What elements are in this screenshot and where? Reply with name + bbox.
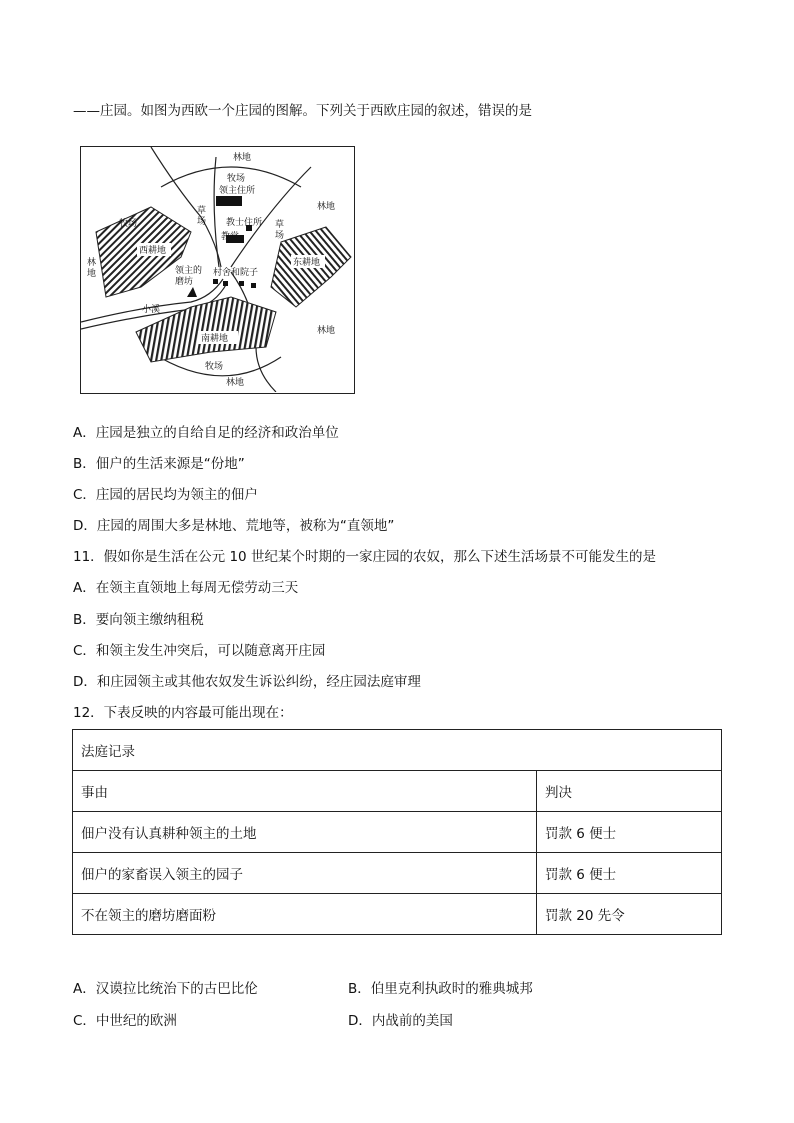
manor-map-drawing <box>81 147 353 392</box>
label-pasture-left: 牧场 <box>119 219 138 229</box>
label-forest-right-bottom: 林地 <box>317 326 336 336</box>
manor-map <box>80 146 355 394</box>
label-priest-residence: 教士住所 <box>226 218 263 228</box>
table-cell: 佃户的家畜误入领主的园子 <box>73 853 537 894</box>
label-grass-left: 草场 <box>197 206 207 227</box>
table-cell: 罚款 6 便士 <box>537 812 722 853</box>
q12-option-a: A．汉谟拉比统治下的古巴比伦 <box>73 981 258 997</box>
q11-option-a: A．在领主直领地上每周无偿劳动三天 <box>73 580 299 596</box>
label-forest-bottom: 林地 <box>226 378 245 388</box>
label-church: 教堂 <box>221 232 240 242</box>
label-lord-mill: 领主的磨坊 <box>175 266 203 287</box>
road-2 <box>214 157 219 267</box>
table-row <box>73 812 722 853</box>
table-cell: 不在领主的磨坊磨面粉 <box>73 894 537 935</box>
cottage-1 <box>213 279 218 284</box>
label-village: 村舍和院子 <box>213 268 259 278</box>
table-row <box>73 853 722 894</box>
court-record-table <box>72 729 722 935</box>
q11-option-c: C．和领主发生冲突后，可以随意离开庄园 <box>73 643 326 659</box>
label-east-field: 东耕地 <box>293 258 321 268</box>
label-forest-left: 林地 <box>87 258 97 279</box>
label-south-field: 南耕地 <box>201 334 229 344</box>
mill-building <box>187 287 197 297</box>
cottage-2 <box>223 281 228 286</box>
q10-option-d: D．庄园的周围大多是林地、荒地等，被称为“直领地” <box>73 518 395 534</box>
q12-option-d: D．内战前的美国 <box>348 1013 453 1029</box>
label-lord-residence: 领主住所 <box>219 186 256 196</box>
q12-option-c: C．中世纪的欧洲 <box>73 1013 177 1029</box>
question-10-stem: ——庄园。如图为西欧一个庄园的图解。下列关于西欧庄园的叙述，错误的是 <box>73 103 532 119</box>
q10-option-a: A．庄园是独立的自给自足的经济和政治单位 <box>73 425 339 441</box>
q10-option-b: B．佃户的生活来源是“份地” <box>73 456 245 472</box>
lord-residence-building <box>216 196 242 206</box>
cottage-4 <box>251 283 256 288</box>
q12-option-b: B．伯里克利执政时的雅典城邦 <box>348 981 533 997</box>
table-header-row <box>73 771 722 812</box>
table-cell: 佃户没有认真耕种领主的土地 <box>73 812 537 853</box>
table-row <box>73 894 722 935</box>
q11-option-d: D．和庄园领主或其他农奴发生诉讼纠纷，经庄园法庭审理 <box>73 674 421 690</box>
question-11-stem: 11．假如你是生活在公元 10 世纪某个时期的一家庄园的农奴，那么下述生活场景不可能发生的是 <box>73 549 656 565</box>
label-stream: 小溪 <box>142 305 161 315</box>
label-pasture-top: 牧场 <box>227 174 246 184</box>
label-west-field: 西耕地 <box>139 246 167 256</box>
table-title-row <box>73 730 722 771</box>
label-grass-right: 草场 <box>275 220 285 241</box>
q11-option-b: B．要向领主缴纳租税 <box>73 612 204 628</box>
table-header-verdict: 判决 <box>537 771 722 812</box>
label-forest-top: 林地 <box>233 153 252 163</box>
label-pasture-bottom: 牧场 <box>205 362 224 372</box>
table-cell: 罚款 6 便士 <box>537 853 722 894</box>
table-header-cause: 事由 <box>73 771 537 812</box>
label-forest-right-top: 林地 <box>317 202 336 212</box>
table-title: 法庭记录 <box>73 730 722 771</box>
cottage-3 <box>239 281 244 286</box>
q10-option-c: C．庄园的居民均为领主的佃户 <box>73 487 258 503</box>
table-cell: 罚款 20 先令 <box>537 894 722 935</box>
question-12-stem: 12．下表反映的内容最可能出现在： <box>73 705 293 721</box>
